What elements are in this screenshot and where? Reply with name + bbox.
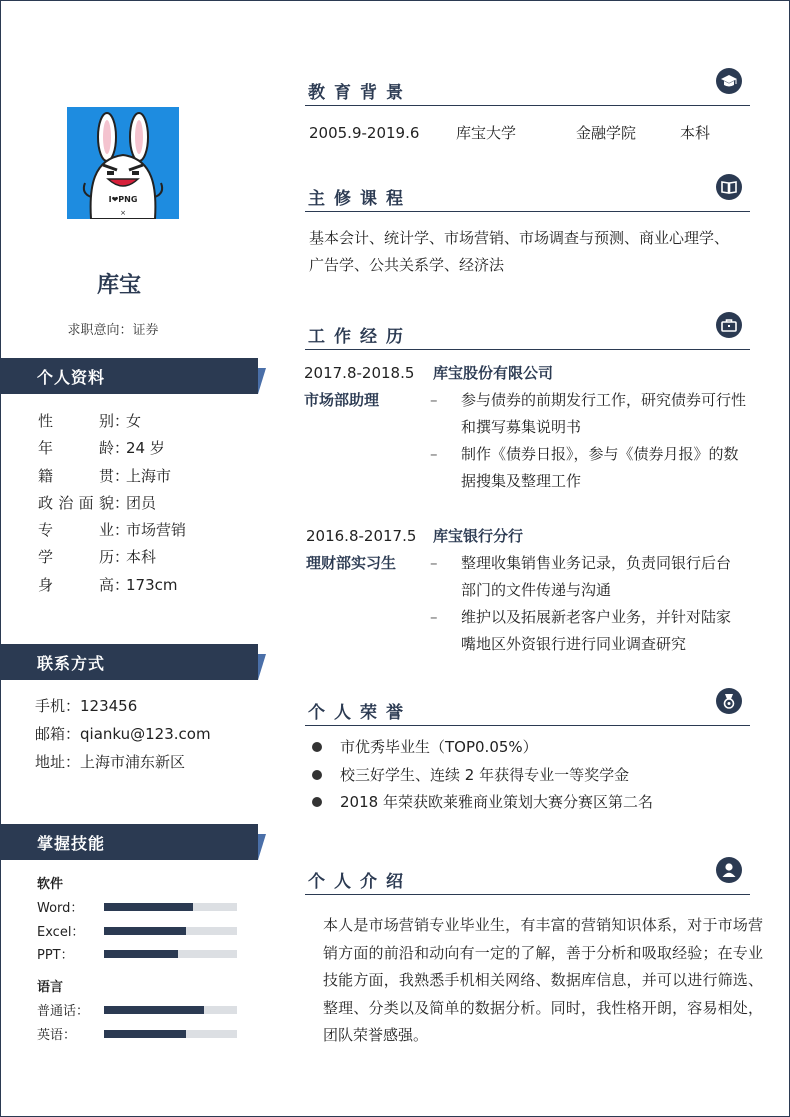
contact-list	[35, 692, 211, 776]
info-value: 女	[126, 412, 142, 430]
profile-photo	[67, 107, 179, 219]
job-period: 2016.8-2017.5	[306, 527, 417, 545]
job-company: 库宝股份有限公司	[433, 364, 554, 382]
info-value: 24 岁	[126, 439, 165, 458]
skill-track	[104, 903, 237, 911]
education-degree: 本科	[680, 124, 711, 142]
info-value: 173cm	[126, 575, 178, 594]
medal-icon	[716, 688, 742, 714]
job-company: 库宝银行分行	[433, 527, 524, 545]
skill-track	[104, 1006, 237, 1014]
skill-track	[104, 1030, 237, 1038]
section-title-personal: 个人资料	[37, 368, 106, 387]
bullet-line-2: 嘴地区外资银行进行同业调查研究	[461, 635, 687, 653]
section-title-honors: 个人荣誉	[308, 703, 412, 723]
education-school: 库宝大学	[456, 124, 517, 142]
info-row-political: 政治面貌 ： 团员	[38, 490, 186, 517]
candidate-name: 库宝	[96, 273, 141, 298]
skill-group-language: 语言	[37, 980, 64, 995]
job-intent: 求职意向：证券	[67, 323, 159, 338]
info-row-age: 年龄 ： 24 岁	[38, 435, 186, 462]
info-label: 身高	[38, 575, 114, 594]
info-label: 专业	[38, 521, 114, 540]
courses-line-1: 基本会计、统计学、市场营销、市场调查与预测、商业心理学、	[309, 229, 730, 247]
skill-english	[37, 1023, 242, 1043]
bullet-line-1: 参与债券的前期发行工作，研究债券可行性	[461, 391, 747, 409]
section-bar-personal	[0, 358, 258, 394]
skill-label: Excel：	[37, 925, 85, 940]
skill-fill	[104, 1030, 186, 1038]
section-header-courses	[305, 182, 750, 212]
info-label: 年龄	[38, 439, 114, 458]
bunny-avatar-icon	[67, 107, 179, 219]
info-row-height: 身高 ： 173cm	[38, 572, 186, 599]
graduation-cap-icon	[716, 68, 742, 94]
info-row-education: 学历 ： 本科	[38, 544, 186, 571]
honor-text: 校三好学生、连续 2 年获得专业一等奖学金	[340, 766, 630, 784]
info-label: 学历	[38, 548, 114, 567]
skill-label: 普通话：	[37, 1004, 90, 1019]
bullet-line-1: 整理收集销售业务记录，负责同银行后台	[461, 554, 732, 572]
skill-ppt	[37, 943, 242, 963]
bullet-dot-icon	[312, 770, 322, 780]
skill-excel	[37, 920, 242, 940]
info-row-major: 专业 ： 市场营销	[38, 517, 186, 544]
skill-fill	[104, 903, 193, 911]
job-period: 2017.8-2018.5	[304, 364, 415, 382]
info-row-gender: 性别 ： 女	[38, 408, 186, 435]
job-bullet	[430, 550, 760, 604]
job-role: 市场部助理	[304, 391, 380, 409]
section-header-honors	[305, 696, 750, 726]
bullet-dot-icon	[312, 742, 322, 752]
dash-icon: –	[430, 391, 438, 409]
job-bullet	[430, 604, 760, 658]
skill-fill	[104, 1006, 204, 1014]
info-label: 政治面貌	[38, 493, 114, 512]
dash-icon: –	[430, 554, 438, 572]
skill-label: Word：	[37, 901, 84, 916]
info-label: 籍贯	[38, 466, 114, 485]
dash-icon: –	[430, 445, 438, 463]
dash-icon: –	[430, 608, 438, 626]
honor-text: 市优秀毕业生（TOP0.05%）	[340, 738, 538, 756]
section-title-courses: 主修课程	[308, 189, 412, 209]
contact-phone: 手机：123456	[35, 697, 138, 715]
briefcase-icon	[716, 312, 742, 338]
bullet-line-2: 部门的文件传递与沟通	[461, 581, 612, 599]
section-bar-contact	[0, 644, 258, 680]
skill-word	[37, 896, 242, 916]
section-title-skills: 掌握技能	[37, 834, 106, 853]
photo-badge-text: I❤PNG	[108, 195, 138, 204]
intro-text: 本人是市场营销专业毕业生，有丰富的营销知识体系，对于市场营销方面的前沿和动向有一定的了解，善于分析和吸取经验；在专业技能方面，我熟悉手机相关网络、数据库信息，并可以进行筛选、整理、分类以及简单的数据分析。同时，我性格开朗，容易相处，团队荣誉感强。	[323, 916, 763, 1045]
section-header-intro	[305, 865, 750, 895]
contact-email: 邮箱：qianku@123.com	[35, 725, 211, 743]
info-row-hometown: 籍贯 ： 上海市	[38, 463, 186, 490]
bullet-line-1: 维护以及拓展新老客户业务，并针对陆家	[461, 608, 732, 626]
info-value: 本科	[126, 548, 157, 567]
skill-fill	[104, 927, 186, 935]
skill-track	[104, 950, 237, 958]
section-title-work: 工作经历	[308, 327, 412, 347]
job-bullet	[430, 387, 760, 441]
bullet-line-2: 和撰写募集说明书	[461, 418, 582, 436]
bullet-line-1: 制作《债券日报》，参与《债券月报》的数	[461, 445, 739, 463]
section-title-intro: 个人介绍	[308, 872, 412, 892]
honor-text: 2018 年荣获欧莱雅商业策划大赛分赛区第二名	[340, 793, 653, 811]
education-period: 2005.9-2019.6	[309, 124, 420, 142]
section-header-work	[305, 320, 750, 350]
bullet-line-2: 据搜集及整理工作	[461, 472, 582, 490]
skill-label: 英语：	[37, 1028, 77, 1043]
section-bar-skills	[0, 824, 258, 860]
courses-line-2: 广告学、公共关系学、经济法	[309, 256, 505, 274]
skill-track	[104, 927, 237, 935]
personal-info-list	[38, 408, 186, 599]
skill-group-software: 软件	[37, 877, 64, 892]
education-college: 金融学院	[576, 124, 637, 142]
section-title-contact: 联系方式	[37, 654, 106, 673]
info-value: 团员	[126, 493, 157, 512]
skill-mandarin	[37, 999, 242, 1019]
job-role: 理财部实习生	[306, 554, 397, 572]
bullet-dot-icon	[312, 797, 322, 807]
user-icon	[716, 857, 742, 883]
skill-fill	[104, 950, 178, 958]
section-title-education: 教育背景	[308, 83, 412, 103]
info-label: 性别	[38, 412, 114, 430]
info-value: 市场营销	[126, 521, 187, 540]
job-bullet	[430, 441, 760, 495]
skill-label: PPT：	[37, 948, 74, 963]
info-value: 上海市	[126, 466, 172, 485]
contact-address: 地址：上海市浦东新区	[35, 753, 186, 771]
section-header-education	[305, 76, 750, 106]
book-icon	[716, 174, 742, 200]
svg-text:×: ×	[120, 209, 126, 217]
